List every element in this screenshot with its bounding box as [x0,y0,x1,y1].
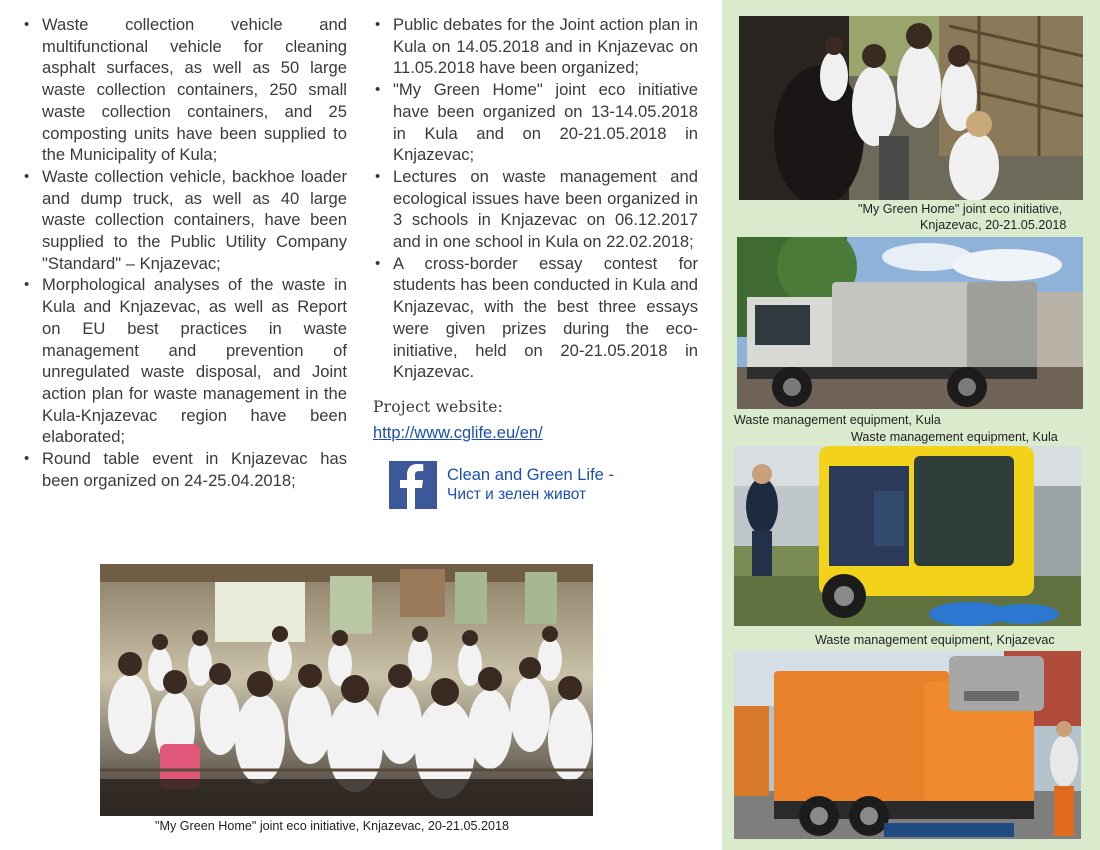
right-text-column [373,14,698,509]
facebook-page-name-sr[interactable]: Чист и зелен живот [447,486,587,504]
achievements-list-left [22,14,347,491]
list-item: • Public debates for the Joint action plan in Kula on 14.05.2018 and in Knjazevac on 11.05.2018 have been organized; [393,14,698,79]
side-photo-2-caption-line2: Waste management equipment, Kula [851,430,1058,444]
street-sweeper-photo [734,446,1081,626]
left-text-column [22,14,347,491]
facebook-icon[interactable] [389,461,437,509]
facebook-page-name[interactable] [447,466,614,504]
side-photo-3-caption: Waste management equipment, Knjazevac [815,633,1055,647]
list-item: • Waste collection vehicle, backhoe loader and dump truck, as well as 40 large waste collection containers, have been supplied to the Public Utility Company "Standard" – Knjazevac; [42,166,347,275]
side-photo-1-caption-line2: Knjazevac, 20-21.05.2018 [920,218,1067,232]
side-photo-2-caption-line1: Waste management equipment, Kula [734,413,941,427]
list-item: • Lectures on waste management and ecological issues have been organized in 3 schools in Knjazevac on 06.12.2017 and in one school in Kula on 22.02.2018; [393,166,698,253]
list-item: • Waste collection vehicle and multifunctional vehicle for cleaning asphalt surfaces, as well as 50 large waste collection containers, 250 small waste collection containers, and 25 composting units have been supplied to the Municipality of Kula; [42,14,347,166]
list-item: • "My Green Home" joint eco initiative have been organized on 13-14.05.2018 in Kula and on 20-21.05.2018 in Knjazevac; [393,79,698,166]
list-item: • Morphological analyses of the waste in Kula and Knjazevac, as well as Report on EU best practices in waste management and prevention of unregulated waste disposal, and Joint action plan for waste management in the Kula-Knjazevac region have been elaborated; [42,274,347,448]
garbage-truck-kula-photo [737,237,1083,409]
bottom-photo-caption: "My Green Home" joint eco initiative, Knjazevac, 20-21.05.2018 [155,819,510,833]
list-item: • A cross-border essay contest for students has been conducted in Kula and Knjazevac, with the best three essays were given prizes during the eco-initiative, held on 20-21.05.2018 in Knjazevac. [393,253,698,383]
orange-garbage-truck-photo [734,651,1081,839]
eco-initiative-photo [739,16,1083,200]
students-group-photo [100,564,593,816]
achievements-list-right [373,14,698,383]
side-photo-1-caption-line1: "My Green Home" joint eco initiative, [858,202,1063,216]
website-link[interactable]: http://www.cglife.eu/en/ [373,423,543,442]
list-item: • Round table event in Knjazevac has been organized on 24-25.04.2018; [42,448,347,491]
facebook-link[interactable] [389,461,698,509]
facebook-page-name-en[interactable]: Clean and Green Life - [447,466,614,485]
website-label: Project website: [373,397,504,416]
